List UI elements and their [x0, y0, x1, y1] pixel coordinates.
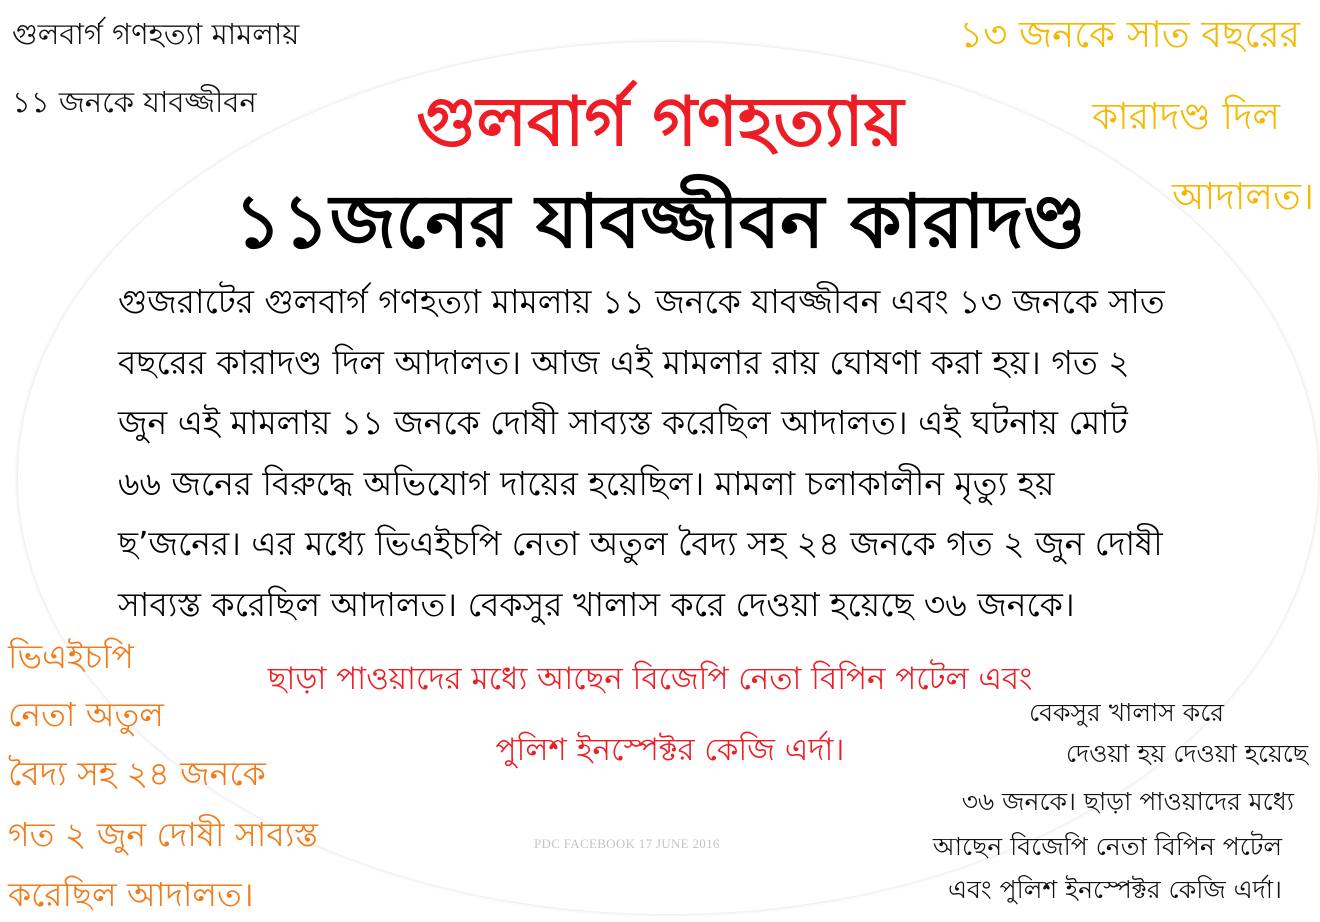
bottom-left-caption-line-4: গত ২ জুন দোষী সাব্যস্ত	[8, 815, 318, 854]
body-line-1: গুজরাটের গুলবার্গ গণহত্যা মামলায় ১১ জনকে যাবজ্জীবন এবং ১৩ জনকে সাত	[118, 282, 1165, 321]
body-line-2: বছরের কারাদণ্ড দিল আদালত। আজ এই মামলার রায় ঘোষণা করা হয়। গত ২	[118, 343, 1130, 382]
bottom-left-caption-line-2: নেতা অতুল	[8, 695, 164, 734]
body-line-6: সাব্যস্ত করেছিল আদালত। বেকসুর খালাস করে দেওয়া হয়েছে ৩৬ জনকে।	[118, 585, 1075, 624]
bottom-right-caption-line-4: আছেন বিজেপি নেতা বিপিন পটেল	[932, 832, 1282, 861]
top-right-caption-line-3: আদালত।	[1172, 175, 1314, 218]
headline-black: ১১জনের যাবজ্জীবন কারাদণ্ড	[233, 180, 1087, 265]
bottom-right-caption-line-5: এবং পুলিশ ইনস্পেক্টর কেজি এর্দা।	[948, 875, 1282, 904]
highlight-line-1: ছাড়া পাওয়াদের মধ্যে আছেন বিজেপি নেতা বিপিন পটেল এবং	[267, 661, 1033, 697]
bottom-left-caption-line-5: করেছিল আদালত।	[8, 875, 254, 914]
top-left-caption-line-1: গুলবার্গ গণহত্যা মামলায়	[12, 17, 300, 51]
body-line-4: ৬৬ জনের বিরুদ্ধে অভিযোগ দায়ের হয়েছিল। মামলা চলাকালীন মৃত্যু হয়	[118, 464, 1055, 503]
top-left-caption-line-2: ১১ জনকে যাবজ্জীবন	[12, 85, 257, 119]
body-line-3: জুন এই মামলায় ১১ জনকে দোষী সাব্যস্ত করেছিল আদালত। এই ঘটনায় মোট	[118, 403, 1128, 442]
bottom-right-caption-line-1: বেকসুর খালাস করে	[1028, 698, 1224, 727]
watermark: PDC FACEBOOK 17 JUNE 2016	[534, 836, 720, 851]
bottom-right-caption-line-3: ৩৬ জনকে। ছাড়া পাওয়াদের মধ্যে	[961, 787, 1294, 816]
top-right-caption-line-2: কারাদণ্ড দিল	[1092, 95, 1280, 138]
bottom-right-caption-line-2: দেওয়া হয় দেওয়া হয়েছে	[1065, 739, 1308, 768]
bottom-left-caption-line-3: বৈদ্য সহ ২৪ জনকে	[8, 754, 266, 793]
bottom-left-caption-line-1: ভিএইচপি	[8, 637, 134, 676]
headline-red: গুলবার্গ গণহত্যায়	[416, 82, 904, 161]
highlight-line-2: পুলিশ ইনস্পেক্টর কেজি এর্দা।	[495, 732, 845, 768]
body-line-5: ছ’জনের। এর মধ্যে ভিএইচপি নেতা অতুল বৈদ্য সহ ২৪ জনকে গত ২ জুন দোষী	[118, 524, 1163, 563]
top-right-caption-line-1: ১৩ জনকে সাত বছরের	[959, 13, 1300, 56]
